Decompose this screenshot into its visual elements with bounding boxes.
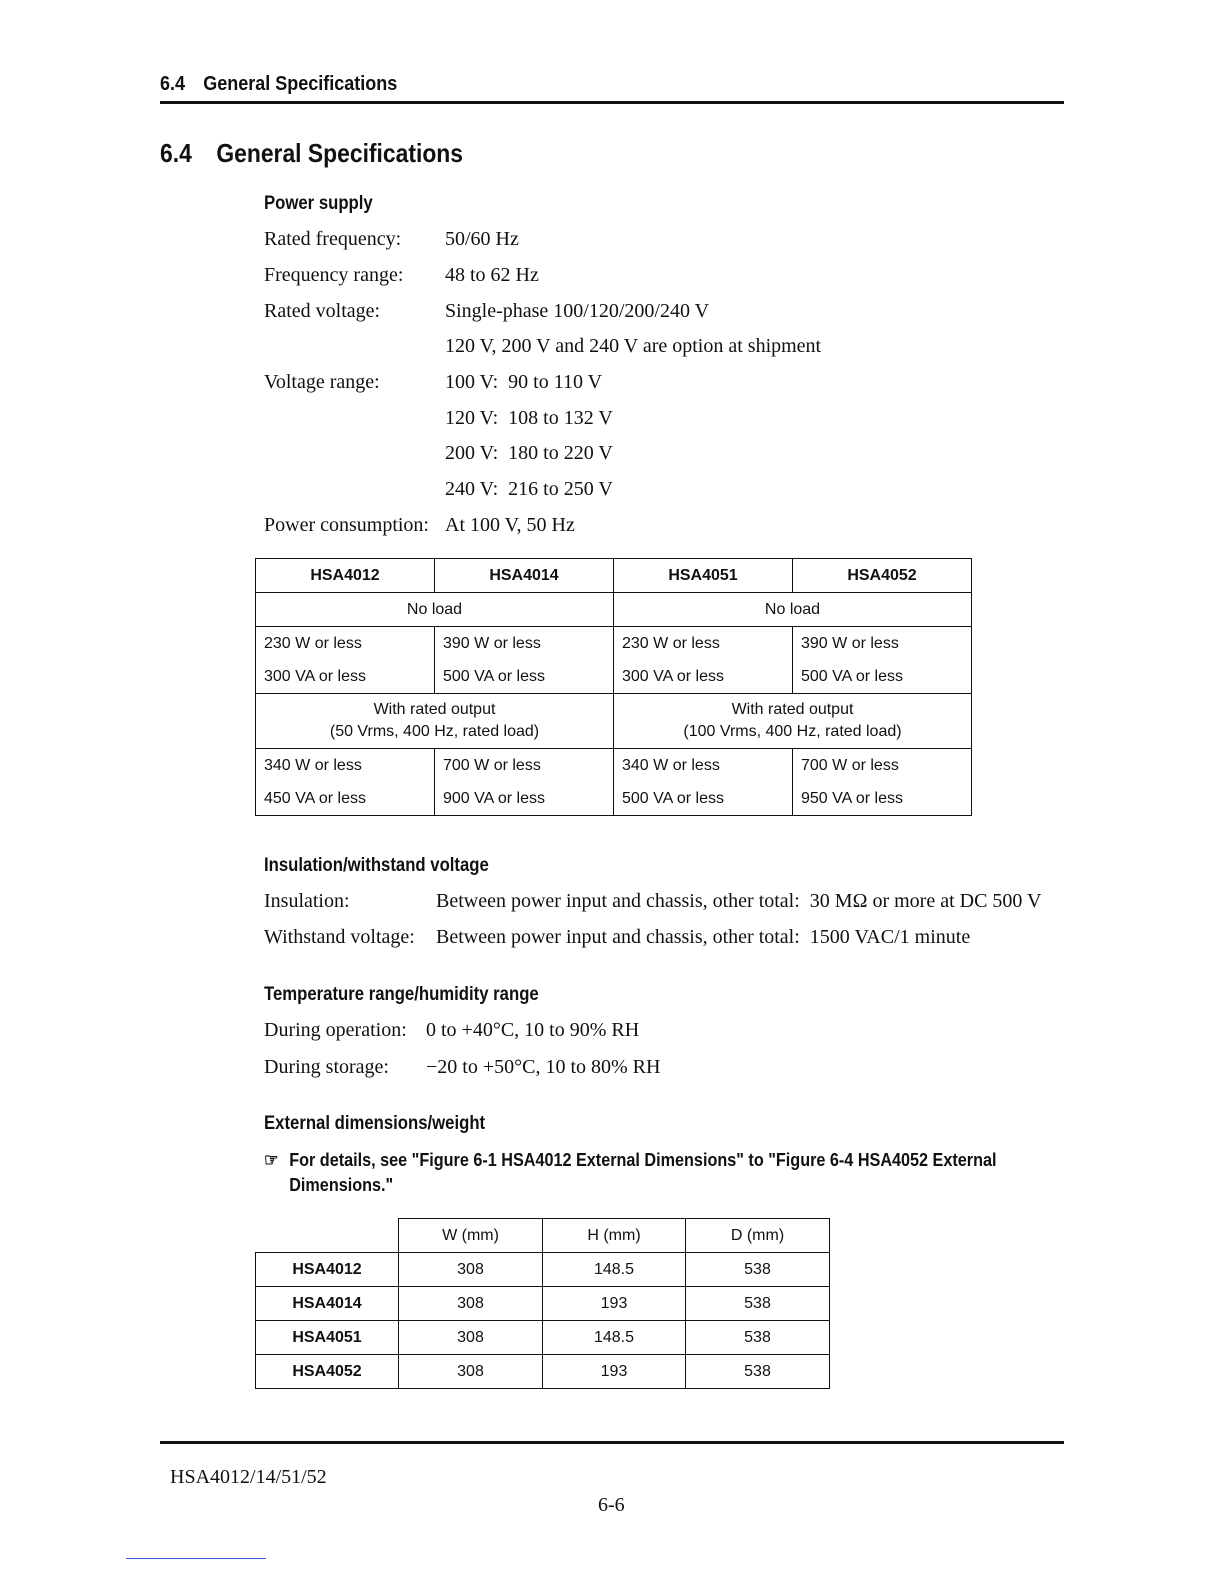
page-number: 6-6 bbox=[598, 1494, 625, 1516]
table-row bbox=[256, 1321, 830, 1355]
power-supply-heading: Power supply bbox=[264, 193, 373, 214]
height-cell: 148.5 bbox=[543, 1253, 686, 1287]
insulation-heading: Insulation/withstand voltage bbox=[264, 855, 489, 876]
note-line-2: Dimensions." bbox=[289, 1175, 394, 1195]
voltage-range-label: Voltage range: bbox=[264, 371, 380, 393]
rated-output-label bbox=[614, 694, 972, 749]
no-load-label-row bbox=[256, 593, 972, 627]
footer-model: HSA4012/14/51/52 bbox=[170, 1466, 327, 1488]
rated-voltage-note: 120 V, 200 V and 240 V are option at shipment bbox=[445, 335, 822, 357]
watt-value: 700 W or less bbox=[443, 757, 541, 774]
frequency-range-value: 48 to 62 Hz bbox=[445, 264, 539, 286]
va-value: 500 VA or less bbox=[801, 668, 903, 685]
voltage-range-240v: 240 V: 216 to 250 V bbox=[445, 478, 613, 500]
header-rule bbox=[160, 101, 1064, 104]
table-cell bbox=[256, 749, 435, 816]
table-cell bbox=[793, 749, 972, 816]
va-value: 300 VA or less bbox=[264, 668, 366, 685]
column-header: HSA4051 bbox=[614, 559, 793, 593]
rated-frequency-label: Rated frequency: bbox=[264, 228, 402, 250]
height-cell: 193 bbox=[543, 1355, 686, 1389]
table-row bbox=[256, 1287, 830, 1321]
width-cell: 308 bbox=[399, 1321, 543, 1355]
insulation-value: Between power input and chassis, other total: 30 MΩ or more at DC 500 V bbox=[436, 890, 1042, 912]
watt-value: 230 W or less bbox=[622, 635, 720, 652]
dimensions-heading: External dimensions/weight bbox=[264, 1113, 486, 1134]
dimensions-note bbox=[264, 1148, 1074, 1198]
insulation-label: Insulation: bbox=[264, 890, 350, 912]
section-title-text: General Specifications bbox=[216, 138, 464, 168]
rated-output-title: With rated output bbox=[731, 701, 854, 718]
rated-output-label-row bbox=[256, 694, 972, 749]
watt-value: 340 W or less bbox=[622, 757, 720, 774]
section-title bbox=[160, 138, 463, 169]
column-header: HSA4012 bbox=[256, 559, 435, 593]
model-cell: HSA4012 bbox=[256, 1253, 399, 1287]
pointing-hand-icon: ☞ bbox=[264, 1150, 279, 1170]
va-value: 950 VA or less bbox=[801, 790, 903, 807]
watt-value: 700 W or less bbox=[801, 757, 899, 774]
no-load-label: No load bbox=[614, 593, 972, 627]
depth-cell: 538 bbox=[686, 1253, 830, 1287]
scan-artifact-line bbox=[126, 1558, 266, 1559]
table-cell bbox=[435, 749, 614, 816]
table-row bbox=[256, 1253, 830, 1287]
frequency-range-label: Frequency range: bbox=[264, 264, 404, 286]
va-value: 500 VA or less bbox=[622, 790, 724, 807]
table-cell bbox=[435, 627, 614, 694]
storage-label: During storage: bbox=[264, 1056, 389, 1078]
model-cell: HSA4051 bbox=[256, 1321, 399, 1355]
table-cell bbox=[614, 749, 793, 816]
voltage-range-100v: 100 V: 90 to 110 V bbox=[445, 371, 603, 393]
rated-output-label bbox=[256, 694, 614, 749]
storage-value: −20 to +50°C, 10 to 80% RH bbox=[426, 1056, 661, 1078]
watt-value: 340 W or less bbox=[264, 757, 362, 774]
width-cell: 308 bbox=[399, 1355, 543, 1389]
column-header: W (mm) bbox=[399, 1219, 543, 1253]
depth-cell: 538 bbox=[686, 1287, 830, 1321]
table-cell bbox=[256, 627, 435, 694]
column-header: D (mm) bbox=[686, 1219, 830, 1253]
va-value: 900 VA or less bbox=[443, 790, 545, 807]
dimensions-table bbox=[255, 1218, 830, 1389]
voltage-range-200v: 200 V: 180 to 220 V bbox=[445, 442, 613, 464]
column-header: HSA4052 bbox=[793, 559, 972, 593]
watt-value: 390 W or less bbox=[801, 635, 899, 652]
va-value: 300 VA or less bbox=[622, 668, 724, 685]
rated-output-title: With rated output bbox=[373, 701, 496, 718]
temperature-heading: Temperature range/humidity range bbox=[264, 984, 539, 1005]
height-cell: 148.5 bbox=[543, 1321, 686, 1355]
watt-value: 230 W or less bbox=[264, 635, 362, 652]
note-line-1: For details, see "Figure 6-1 HSA4012 External Dimensions" to "Figure 6-4 HSA4052 External bbox=[289, 1150, 997, 1170]
rated-voltage-value: Single-phase 100/120/200/240 V bbox=[445, 300, 710, 322]
operation-value: 0 to +40°C, 10 to 90% RH bbox=[426, 1019, 640, 1041]
table-cell bbox=[793, 627, 972, 694]
withstand-value: Between power input and chassis, other total: 1500 VAC/1 minute bbox=[436, 926, 971, 948]
table-row bbox=[256, 1355, 830, 1389]
column-header: H (mm) bbox=[543, 1219, 686, 1253]
watt-value: 390 W or less bbox=[443, 635, 541, 652]
rated-voltage-label: Rated voltage: bbox=[264, 300, 381, 322]
power-consumption-table bbox=[255, 558, 972, 816]
dimensions-header-row bbox=[256, 1219, 830, 1253]
table-header-row bbox=[256, 559, 972, 593]
section-number: 6.4 bbox=[160, 138, 192, 168]
height-cell: 193 bbox=[543, 1287, 686, 1321]
footer-rule bbox=[160, 1441, 1064, 1444]
rated-output-conditions: (50 Vrms, 400 Hz, rated load) bbox=[329, 723, 540, 740]
running-header-title: General Specifications bbox=[203, 73, 398, 95]
voltage-range-120v: 120 V: 108 to 132 V bbox=[445, 407, 613, 429]
rated-output-conditions: (100 Vrms, 400 Hz, rated load) bbox=[683, 723, 902, 740]
operation-label: During operation: bbox=[264, 1019, 407, 1041]
depth-cell: 538 bbox=[686, 1355, 830, 1389]
model-cell: HSA4014 bbox=[256, 1287, 399, 1321]
empty-corner-cell bbox=[256, 1219, 399, 1253]
depth-cell: 538 bbox=[686, 1321, 830, 1355]
running-header-number: 6.4 bbox=[160, 73, 186, 95]
va-value: 500 VA or less bbox=[443, 668, 545, 685]
no-load-values-row bbox=[256, 627, 972, 694]
rated-values-row bbox=[256, 749, 972, 816]
column-header: HSA4014 bbox=[435, 559, 614, 593]
rated-frequency-value: 50/60 Hz bbox=[445, 228, 519, 250]
width-cell: 308 bbox=[399, 1287, 543, 1321]
power-consumption-label: Power consumption: bbox=[264, 514, 429, 536]
running-header bbox=[160, 73, 397, 96]
width-cell: 308 bbox=[399, 1253, 543, 1287]
va-value: 450 VA or less bbox=[264, 790, 366, 807]
table-cell bbox=[614, 627, 793, 694]
power-consumption-value: At 100 V, 50 Hz bbox=[445, 514, 575, 536]
no-load-label: No load bbox=[256, 593, 614, 627]
model-cell: HSA4052 bbox=[256, 1355, 399, 1389]
withstand-label: Withstand voltage: bbox=[264, 926, 415, 948]
